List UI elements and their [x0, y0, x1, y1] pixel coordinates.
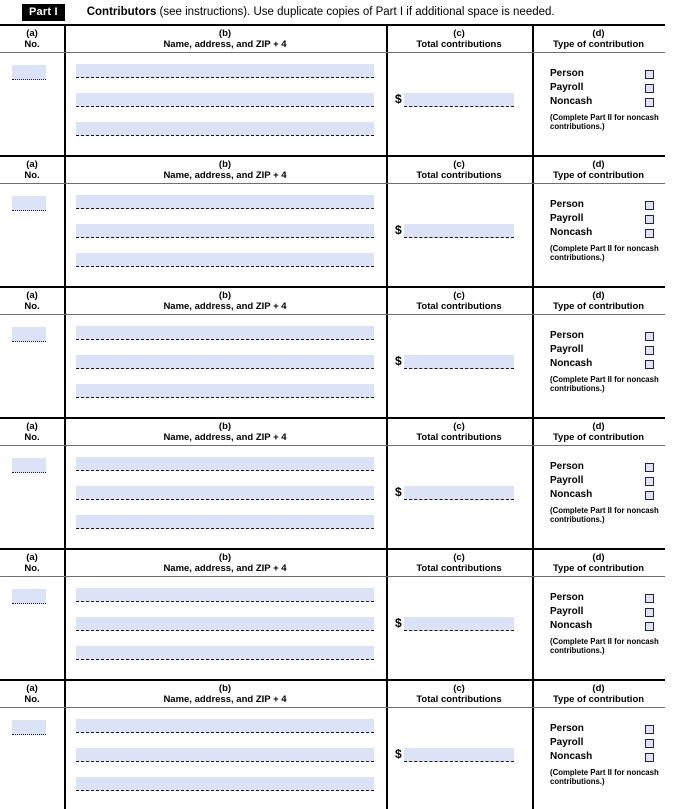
column-label-total-contributions: Total contributions	[416, 301, 502, 312]
column-header-row	[0, 157, 665, 183]
column-label-name-address: Name, address, and ZIP + 4	[163, 39, 287, 50]
address-line-1-input[interactable]	[76, 719, 374, 733]
column-letter-d: (d)	[592, 421, 605, 432]
type-row-payroll[interactable]	[550, 81, 660, 95]
cell-no	[0, 315, 64, 417]
column-divider-c-d	[532, 26, 534, 52]
address-line-2-input[interactable]	[76, 224, 374, 238]
type-label-noncash: Noncash	[550, 751, 593, 762]
contributor-entry-row	[0, 577, 665, 679]
dollar-sign-icon: $	[395, 354, 402, 368]
contributors-table	[0, 24, 665, 809]
noncash-note: (Complete Part II for noncash contributions.)	[550, 244, 659, 263]
column-header-b	[64, 550, 386, 576]
column-header-c	[386, 681, 532, 707]
checkbox-payroll[interactable]	[645, 346, 654, 355]
amount-group	[395, 748, 514, 762]
column-header-row	[0, 419, 665, 445]
cell-total-contributions	[386, 53, 532, 155]
address-line-1-input[interactable]	[76, 64, 374, 78]
column-letter-d: (d)	[592, 683, 605, 694]
column-letter-c: (c)	[453, 159, 465, 170]
contributor-entry-row	[0, 184, 665, 286]
cell-total-contributions	[386, 708, 532, 809]
column-letter-c: (c)	[453, 552, 465, 563]
total-contributions-input[interactable]	[404, 93, 514, 107]
cell-name-address	[64, 184, 386, 286]
noncash-note: (Complete Part II for noncash contributions.)	[550, 113, 659, 132]
column-letter-d: (d)	[592, 552, 605, 563]
column-label-type-of-contribution: Type of contribution	[552, 563, 645, 574]
type-label-noncash: Noncash	[550, 96, 593, 107]
column-label-no: No.	[24, 301, 40, 312]
column-divider-b-c	[386, 157, 388, 183]
contribution-type-group	[550, 67, 660, 109]
checkbox-person[interactable]	[645, 725, 654, 734]
column-divider-b-c	[386, 419, 388, 445]
part-number-tag: Part I	[22, 4, 65, 21]
column-divider-b-c	[386, 708, 388, 809]
column-header-c	[386, 550, 532, 576]
column-label-name-address: Name, address, and ZIP + 4	[163, 170, 287, 181]
column-letter-a: (a)	[26, 290, 38, 301]
column-letter-b: (b)	[218, 159, 232, 170]
column-label-type-of-contribution: Type of contribution	[552, 694, 645, 705]
column-divider-b-c	[386, 26, 388, 52]
column-divider-a-b	[64, 577, 66, 679]
part-title-bold: Contributors	[86, 5, 157, 18]
contribution-type-group	[550, 198, 660, 240]
column-divider-b-c	[386, 446, 388, 548]
cell-type-of-contribution	[532, 577, 665, 679]
cell-name-address	[64, 577, 386, 679]
column-header-d	[532, 26, 665, 52]
type-label-noncash: Noncash	[550, 358, 593, 369]
type-row-person[interactable]	[550, 67, 660, 81]
type-row-person[interactable]	[550, 722, 660, 736]
amount-group	[395, 224, 514, 238]
column-divider-b-c	[386, 550, 388, 576]
column-header-a	[0, 550, 64, 576]
dollar-sign-icon: $	[395, 223, 402, 237]
type-label-person: Person	[550, 723, 584, 734]
column-divider-a-b	[64, 315, 66, 417]
column-divider-c-d	[532, 708, 534, 809]
checkbox-noncash[interactable]	[645, 229, 654, 238]
type-label-noncash: Noncash	[550, 620, 593, 631]
column-label-type-of-contribution: Type of contribution	[552, 301, 645, 312]
column-label-type-of-contribution: Type of contribution	[552, 39, 645, 50]
column-divider-a-b	[64, 708, 66, 809]
column-divider-c-d	[532, 681, 534, 707]
dollar-sign-icon: $	[395, 616, 402, 630]
cell-name-address	[64, 446, 386, 548]
column-label-no: No.	[24, 563, 40, 574]
total-contributions-input[interactable]	[404, 224, 514, 238]
type-row-noncash[interactable]	[550, 619, 660, 633]
dollar-sign-icon: $	[395, 92, 402, 106]
cell-total-contributions	[386, 315, 532, 417]
column-divider-c-d	[532, 288, 534, 314]
type-row-payroll[interactable]	[550, 474, 660, 488]
cell-no	[0, 446, 64, 548]
checkbox-payroll[interactable]	[645, 215, 654, 224]
contribution-type-group	[550, 722, 660, 764]
column-letter-b: (b)	[218, 552, 232, 563]
column-letter-c: (c)	[453, 421, 465, 432]
column-header-c	[386, 288, 532, 314]
no-input[interactable]	[12, 196, 46, 211]
column-header-b	[64, 681, 386, 707]
column-letter-d: (d)	[592, 28, 605, 39]
checkbox-noncash[interactable]	[645, 491, 654, 500]
column-letter-a: (a)	[26, 159, 38, 170]
column-label-total-contributions: Total contributions	[416, 170, 502, 181]
type-label-person: Person	[550, 330, 584, 341]
contributor-block	[0, 419, 665, 550]
cell-name-address	[64, 53, 386, 155]
column-divider-a-b	[64, 419, 66, 445]
column-header-a	[0, 157, 64, 183]
column-header-b	[64, 288, 386, 314]
cell-type-of-contribution	[532, 184, 665, 286]
type-label-payroll: Payroll	[550, 737, 584, 748]
column-label-name-address: Name, address, and ZIP + 4	[163, 563, 287, 574]
contribution-type-group	[550, 591, 660, 633]
column-header-c	[386, 419, 532, 445]
no-input[interactable]	[12, 65, 46, 80]
column-header-d	[532, 288, 665, 314]
checkbox-person[interactable]	[645, 463, 654, 472]
column-header-row	[0, 550, 665, 576]
contributor-entry-row	[0, 315, 665, 417]
column-divider-a-b	[64, 53, 66, 155]
column-label-total-contributions: Total contributions	[416, 694, 502, 705]
column-header-a	[0, 26, 64, 52]
contributor-block	[0, 157, 665, 288]
no-input[interactable]	[12, 327, 46, 342]
column-header-row	[0, 288, 665, 314]
type-row-person[interactable]	[550, 329, 660, 343]
type-row-payroll[interactable]	[550, 736, 660, 750]
type-label-noncash: Noncash	[550, 227, 593, 238]
part-title-strip	[0, 0, 686, 24]
cell-type-of-contribution	[532, 708, 665, 809]
column-label-no: No.	[24, 170, 40, 181]
column-letter-c: (c)	[453, 290, 465, 301]
cell-total-contributions	[386, 446, 532, 548]
column-divider-c-d	[532, 419, 534, 445]
column-label-type-of-contribution: Type of contribution	[552, 432, 645, 443]
column-divider-b-c	[386, 53, 388, 155]
column-header-row	[0, 681, 665, 707]
column-divider-a-b	[64, 446, 66, 548]
column-letter-b: (b)	[218, 28, 232, 39]
column-header-d	[532, 550, 665, 576]
type-label-payroll: Payroll	[550, 475, 584, 486]
address-line-3-input[interactable]	[76, 646, 374, 660]
checkbox-payroll[interactable]	[645, 84, 654, 93]
column-letter-a: (a)	[26, 552, 38, 563]
column-letter-d: (d)	[592, 290, 605, 301]
noncash-note: (Complete Part II for noncash contributions.)	[550, 637, 659, 656]
type-label-payroll: Payroll	[550, 213, 584, 224]
type-label-payroll: Payroll	[550, 344, 584, 355]
column-label-no: No.	[24, 432, 40, 443]
contributor-entry-row	[0, 708, 665, 809]
amount-group	[395, 93, 514, 107]
column-label-no: No.	[24, 39, 40, 50]
column-label-no: No.	[24, 694, 40, 705]
type-row-noncash[interactable]	[550, 226, 660, 240]
amount-group	[395, 486, 514, 500]
column-divider-b-c	[386, 577, 388, 679]
cell-no	[0, 53, 64, 155]
no-input[interactable]	[12, 458, 46, 473]
column-header-b	[64, 157, 386, 183]
contributor-block	[0, 288, 665, 419]
type-row-noncash[interactable]	[550, 357, 660, 371]
column-divider-a-b	[64, 26, 66, 52]
type-row-person[interactable]	[550, 198, 660, 212]
type-row-noncash[interactable]	[550, 750, 660, 764]
column-divider-b-c	[386, 288, 388, 314]
contribution-type-group	[550, 460, 660, 502]
address-line-2-input[interactable]	[76, 93, 374, 107]
address-line-3-input[interactable]	[76, 777, 374, 791]
type-label-noncash: Noncash	[550, 489, 593, 500]
checkbox-person[interactable]	[645, 70, 654, 79]
cell-type-of-contribution	[532, 53, 665, 155]
part-title-rest: (see instructions). Use duplicate copies of Part I if additional space is needed.	[156, 5, 555, 18]
total-contributions-input[interactable]	[404, 617, 514, 631]
contribution-type-group	[550, 329, 660, 371]
column-header-d	[532, 419, 665, 445]
type-row-person[interactable]	[550, 460, 660, 474]
checkbox-person[interactable]	[645, 594, 654, 603]
no-input[interactable]	[12, 720, 46, 735]
column-header-a	[0, 288, 64, 314]
checkbox-person[interactable]	[645, 332, 654, 341]
address-line-1-input[interactable]	[76, 326, 374, 340]
column-divider-a-b	[64, 550, 66, 576]
column-header-c	[386, 157, 532, 183]
column-label-total-contributions: Total contributions	[416, 39, 502, 50]
amount-group	[395, 355, 514, 369]
column-label-name-address: Name, address, and ZIP + 4	[163, 694, 287, 705]
cell-total-contributions	[386, 184, 532, 286]
cell-type-of-contribution	[532, 315, 665, 417]
no-input[interactable]	[12, 589, 46, 604]
column-letter-a: (a)	[26, 28, 38, 39]
column-header-a	[0, 681, 64, 707]
address-line-2-input[interactable]	[76, 617, 374, 631]
column-header-b	[64, 419, 386, 445]
type-row-payroll[interactable]	[550, 212, 660, 226]
type-label-payroll: Payroll	[550, 82, 584, 93]
part-title-text	[87, 6, 555, 19]
column-header-d	[532, 681, 665, 707]
column-header-c	[386, 26, 532, 52]
type-row-noncash[interactable]	[550, 95, 660, 109]
column-divider-c-d	[532, 550, 534, 576]
type-label-person: Person	[550, 461, 584, 472]
total-contributions-input[interactable]	[404, 748, 514, 762]
column-header-a	[0, 419, 64, 445]
dollar-sign-icon: $	[395, 747, 402, 761]
address-line-3-input[interactable]	[76, 122, 374, 136]
column-header-d	[532, 157, 665, 183]
type-label-person: Person	[550, 592, 584, 603]
column-letter-b: (b)	[218, 290, 232, 301]
checkbox-noncash[interactable]	[645, 753, 654, 762]
total-contributions-input[interactable]	[404, 486, 514, 500]
address-line-2-input[interactable]	[76, 486, 374, 500]
column-divider-a-b	[64, 288, 66, 314]
total-contributions-input[interactable]	[404, 355, 514, 369]
type-label-person: Person	[550, 199, 584, 210]
address-line-3-input[interactable]	[76, 253, 374, 267]
noncash-note: (Complete Part II for noncash contributions.)	[550, 768, 659, 787]
column-label-total-contributions: Total contributions	[416, 563, 502, 574]
contributor-block	[0, 550, 665, 681]
noncash-note: (Complete Part II for noncash contributions.)	[550, 506, 659, 525]
column-divider-a-b	[64, 184, 66, 286]
address-line-1-input[interactable]	[76, 588, 374, 602]
column-divider-b-c	[386, 184, 388, 286]
column-divider-c-d	[532, 184, 534, 286]
contributor-entry-row	[0, 446, 665, 548]
column-header-row	[0, 26, 665, 52]
cell-name-address	[64, 708, 386, 809]
column-divider-b-c	[386, 681, 388, 707]
column-letter-c: (c)	[453, 28, 465, 39]
contributor-block	[0, 26, 665, 157]
column-letter-d: (d)	[592, 159, 605, 170]
address-line-3-input[interactable]	[76, 384, 374, 398]
column-label-name-address: Name, address, and ZIP + 4	[163, 301, 287, 312]
column-divider-a-b	[64, 157, 66, 183]
column-letter-a: (a)	[26, 683, 38, 694]
checkbox-payroll[interactable]	[645, 608, 654, 617]
column-letter-a: (a)	[26, 421, 38, 432]
type-row-noncash[interactable]	[550, 488, 660, 502]
type-label-person: Person	[550, 68, 584, 79]
cell-no	[0, 184, 64, 286]
column-divider-c-d	[532, 53, 534, 155]
address-line-1-input[interactable]	[76, 457, 374, 471]
cell-total-contributions	[386, 577, 532, 679]
contributor-entry-row	[0, 53, 665, 155]
column-label-name-address: Name, address, and ZIP + 4	[163, 432, 287, 443]
column-letter-c: (c)	[453, 683, 465, 694]
type-row-payroll[interactable]	[550, 605, 660, 619]
checkbox-noncash[interactable]	[645, 360, 654, 369]
column-divider-a-b	[64, 681, 66, 707]
column-header-b	[64, 26, 386, 52]
checkbox-payroll[interactable]	[645, 477, 654, 486]
column-divider-c-d	[532, 315, 534, 417]
cell-no	[0, 577, 64, 679]
column-label-type-of-contribution: Type of contribution	[552, 170, 645, 181]
amount-group	[395, 617, 514, 631]
address-line-2-input[interactable]	[76, 748, 374, 762]
column-label-total-contributions: Total contributions	[416, 432, 502, 443]
checkbox-noncash[interactable]	[645, 622, 654, 631]
column-divider-c-d	[532, 446, 534, 548]
address-line-1-input[interactable]	[76, 195, 374, 209]
cell-type-of-contribution	[532, 446, 665, 548]
cell-name-address	[64, 315, 386, 417]
noncash-note: (Complete Part II for noncash contributions.)	[550, 375, 659, 394]
checkbox-person[interactable]	[645, 201, 654, 210]
column-divider-b-c	[386, 315, 388, 417]
address-line-3-input[interactable]	[76, 515, 374, 529]
column-letter-b: (b)	[218, 683, 232, 694]
address-line-2-input[interactable]	[76, 355, 374, 369]
contributor-block	[0, 681, 665, 809]
column-letter-b: (b)	[218, 421, 232, 432]
dollar-sign-icon: $	[395, 485, 402, 499]
type-label-payroll: Payroll	[550, 606, 584, 617]
cell-no	[0, 708, 64, 809]
column-divider-c-d	[532, 157, 534, 183]
column-divider-c-d	[532, 577, 534, 679]
checkbox-payroll[interactable]	[645, 739, 654, 748]
checkbox-noncash[interactable]	[645, 98, 654, 107]
type-row-person[interactable]	[550, 591, 660, 605]
type-row-payroll[interactable]	[550, 343, 660, 357]
